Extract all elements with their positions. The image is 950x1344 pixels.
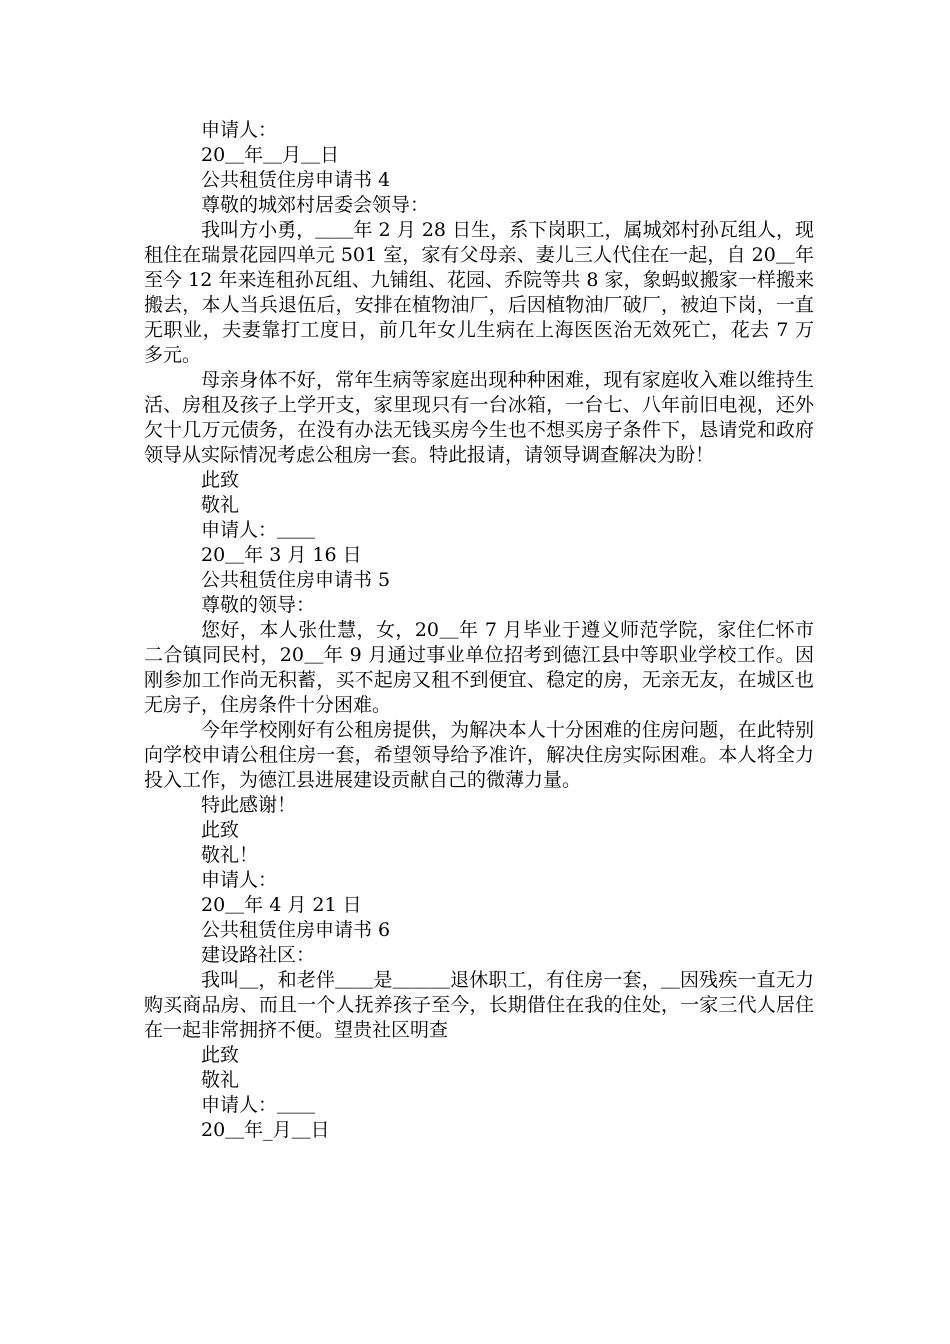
body-paragraph: 我叫方小勇，＿＿年 2 月 28 日生，系下岗职工，属城郊村孙瓦组人，现租住在瑞景花园四单元 501 室，家有父母亲、妻儿三人代住在一起，自 20＿年至今 12 年来连租孙瓦组、九铺组、花园、乔院等共 8 家，象蚂蚁搬家一样搬来搬去，本人当兵退伍后，安排在植物油厂，后因植物油厂破厂，被迫下岗，一直无职业，夫妻靠打工度日，前几年女儿生病在上海医医治无效死亡，花去 7 万多元。 [144,219,814,366]
applicant-line: 申请人： [201,869,278,891]
closing-line: 此致 [201,1044,240,1066]
date-line: 20＿年 4 月 21 日 [201,894,362,916]
salutation: 尊敬的领导： [201,594,316,616]
letter-title: 公共租赁住房申请书 4 [201,169,391,191]
letter-title: 公共租赁住房申请书 6 [201,919,391,941]
letter-title: 公共租赁住房申请书 5 [201,569,391,591]
body-paragraph: 今年学校刚好有公租房提供，为解决本人十分困难的住房问题，在此特别向学校申请公租住房一套，希望领导给予准许，解决住房实际困难。本人将全力投入工作，为德江县进展建设贡献自己的微薄力量。 [144,719,814,791]
closing-line: 此致 [201,819,240,841]
thanks-line: 特此感谢！ [201,794,297,816]
closing-line: 敬礼！ [201,844,259,866]
date-line: 20＿年＿月＿日 [201,144,340,166]
applicant-line: 申请人：＿＿ [201,1094,316,1116]
document-body [144,118,814,1143]
closing-line: 此致 [201,469,240,491]
applicant-line: 申请人：＿＿ [201,519,316,541]
body-paragraph: 您好，本人张仕慧，女，20＿年 7 月毕业于遵义师范学院，家住仁怀市二合镇同民村，20＿年 9 月通过事业单位招考到德江县中等职业学校工作。因刚参加工作尚无积蓄，买不起房又租不到便宜、稳定的房，无亲无友，在城区也无房子，住房条件十分困难。 [144,619,814,716]
closing-line: 敬礼 [201,494,240,516]
date-line: 20＿年_月＿日 [201,1119,330,1141]
salutation: 建设路社区： [201,944,316,966]
closing-line: 敬礼 [201,1069,240,1091]
date-line: 20＿年 3 月 16 日 [201,544,362,566]
applicant-line: 申请人： [201,119,278,141]
body-paragraph: 我叫＿，和老伴＿＿是＿＿＿退休职工，有住房一套，＿因残疾一直无力购买商品房、而且一个人抚养孩子至今，长期借住在我的住处，一家三代人居住在一起非常拥挤不便。望贵社区明查 [144,969,814,1041]
salutation: 尊敬的城郊村居委会领导： [201,194,430,216]
body-paragraph: 母亲身体不好，常年生病等家庭出现种种困难，现有家庭收入难以维持生活、房租及孩子上学开支，家里现只有一台冰箱，一台七、八年前旧电视，还外欠十几万元债务，在没有办法无钱买房今生也不想买房子条件下，恳请党和政府领导从实际情况考虑公租房一套。特此报请，请领导调查解决为盼！ [144,369,814,466]
